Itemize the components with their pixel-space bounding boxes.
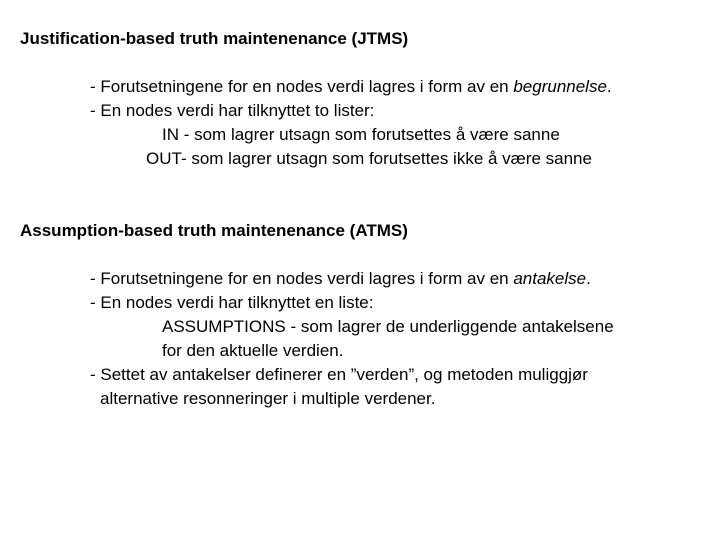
jtms-in-list: IN - som lagrer utsagn som forutsettes å være sanne (162, 125, 560, 144)
atms-line-2: - En nodes verdi har tilknyttet en liste: (90, 293, 374, 312)
atms-assumptions-list: ASSUMPTIONS - som lagrer de underliggende antakelsene (162, 317, 614, 336)
atms-line-5: - Settet av antakelser definerer en ”verden”, og metoden muliggjør (90, 365, 588, 384)
jtms-line-1-text: - Forutsetningene for en nodes verdi lagres i form av en (90, 77, 514, 96)
atms-line-1 (90, 269, 591, 289)
jtms-line-1-end: . (606, 77, 612, 96)
jtms-heading: Justification-based truth maintenenance (JTMS) (20, 29, 409, 48)
jtms-out-list: OUT- som lagrer utsagn som forutsettes ikke å være sanne (146, 149, 592, 168)
atms-line-6: alternative resonneringer i multiple verdener. (100, 389, 436, 408)
jtms-line-1 (90, 77, 612, 97)
atms-line-1-end: . (586, 269, 591, 288)
atms-line-1-text: - Forutsetningene for en nodes verdi lagres i form av en (90, 269, 514, 288)
jtms-line-2: - En nodes verdi har tilknyttet to lister: (90, 101, 375, 120)
atms-line-1-emphasis: antakelse (513, 269, 587, 288)
jtms-line-1-emphasis: begrunnelse (513, 77, 607, 96)
atms-heading: Assumption-based truth maintenenance (ATMS) (20, 221, 408, 240)
atms-assumptions-list-cont: for den aktuelle verdien. (162, 341, 344, 360)
